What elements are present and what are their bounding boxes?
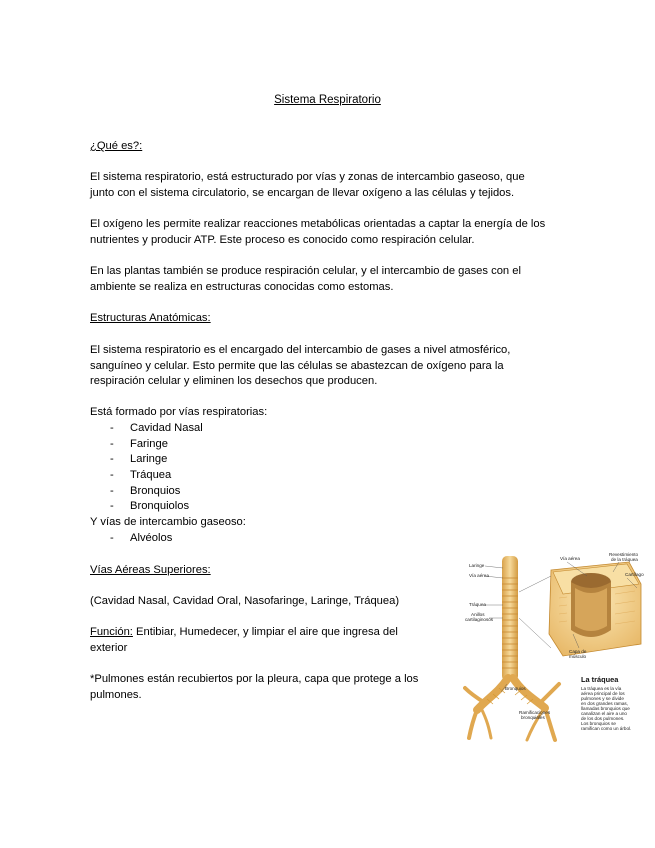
funcion-text: Entibiar, Humedecer, y limpiar el aire que ingresa del — [132, 626, 398, 638]
label-cartilago: Cartílago — [625, 572, 644, 577]
list-bullet: - — [110, 453, 114, 465]
caption-title: La tráquea — [581, 675, 619, 684]
label-musculo: músculo — [569, 654, 587, 659]
label-bronquiales: bronquiales — [521, 715, 545, 720]
caption-line: llamadas bronquios que — [581, 706, 630, 711]
note-line: pulmones. — [90, 689, 142, 701]
label-de-la-traquea: de la tráquea — [611, 557, 638, 562]
note-line: *Pulmones están recubiertos por la pleura, capa que protege a los — [90, 673, 419, 685]
list-bullet: - — [110, 469, 114, 481]
label-via-aerea-top: Vía aérea — [560, 556, 580, 561]
paragraph-line: El sistema respiratorio es el encargado del intercambio de gases a nivel atmosférico, — [90, 344, 511, 356]
caption-line: en dos grandes ramas, — [581, 701, 628, 706]
caption-line: La tráquea es la vía — [581, 686, 622, 691]
caption-line: pulmones y se divide — [581, 696, 624, 701]
section-heading-vias-aereas: Vías Aéreas Superiores: — [90, 564, 211, 576]
label-ramificaciones: Ramificaciones — [519, 710, 551, 715]
list-bullet: - — [110, 485, 114, 497]
list-bullet: - — [110, 438, 114, 450]
trachea-illustration — [463, 548, 649, 744]
list-item: Tráquea — [130, 469, 172, 481]
paragraph-line: En las plantas también se produce respiración celular, y el intercambio de gases con el — [90, 265, 521, 277]
label-cartilaginosos: cartilaginosos — [465, 617, 494, 622]
caption-line: Los bronquios se — [581, 721, 616, 726]
list-bullet: - — [110, 532, 114, 544]
section-heading-que-es: ¿Qué es?: — [90, 140, 143, 152]
list-intro: Está formado por vías respiratorias: — [90, 406, 268, 418]
list-item: Bronquios — [130, 485, 181, 497]
funcion-line — [90, 625, 398, 641]
list-bullet: - — [110, 422, 114, 434]
list-item: Cavidad Nasal — [130, 422, 203, 434]
paragraph-line: El sistema respiratorio, está estructurado por vías y zonas de intercambio gaseoso, que — [90, 171, 525, 183]
caption-line: aérea principal de los — [581, 691, 625, 696]
label-revestimiento: Revestimiento — [609, 552, 639, 557]
list-item: Alvéolos — [130, 532, 173, 544]
funcion-line: exterior — [90, 642, 128, 654]
funcion-label: Función: — [90, 626, 133, 638]
paragraph-line: respiración celular y eliminen los desechos que producen. — [90, 375, 378, 387]
label-traquea: Tráquea — [469, 602, 486, 607]
paragraph-line: junto con el sistema circulatorio, se encargan de llevar oxígeno a las células y tejidos. — [90, 187, 515, 199]
paragraph-line: sanguíneo y celular. Esto permite que las células se abastezcan de oxígeno para la — [90, 360, 504, 372]
label-anillos: Anillos — [471, 612, 485, 617]
label-via-aerea-left: Vía aérea — [469, 573, 489, 578]
paragraph-line: (Cavidad Nasal, Cavidad Oral, Nasofaringe, Laringe, Tráquea) — [90, 595, 400, 607]
list-intro: Y vías de intercambio gaseoso: — [90, 516, 246, 528]
label-laringe: Laringe — [469, 563, 485, 568]
page-title: Sistema Respiratorio — [274, 94, 381, 106]
label-bronquios: Bronquios — [505, 686, 526, 691]
list-item: Bronquiolos — [130, 500, 190, 512]
paragraph-line: nutrientes y producir ATP. Este proceso es conocido como respiración celular. — [90, 234, 475, 246]
paragraph-line: El oxígeno les permite realizar reacciones metabólicas orientadas a captar la energía de los — [90, 218, 546, 230]
caption-line: canalizan el aire a uno — [581, 711, 627, 716]
caption-line: de los dos pulmones. — [581, 716, 625, 721]
label-capa-de: Capa de — [569, 649, 587, 654]
section-heading-estructuras: Estructuras Anatómicas: — [90, 312, 211, 324]
list-bullet: - — [110, 500, 114, 512]
list-item: Faringe — [130, 438, 168, 450]
paragraph-line: ambiente se realiza en estructuras conocidas como estomas. — [90, 281, 394, 293]
caption-line: ramifican como un árbol. — [581, 726, 632, 731]
list-item: Laringe — [130, 453, 168, 465]
